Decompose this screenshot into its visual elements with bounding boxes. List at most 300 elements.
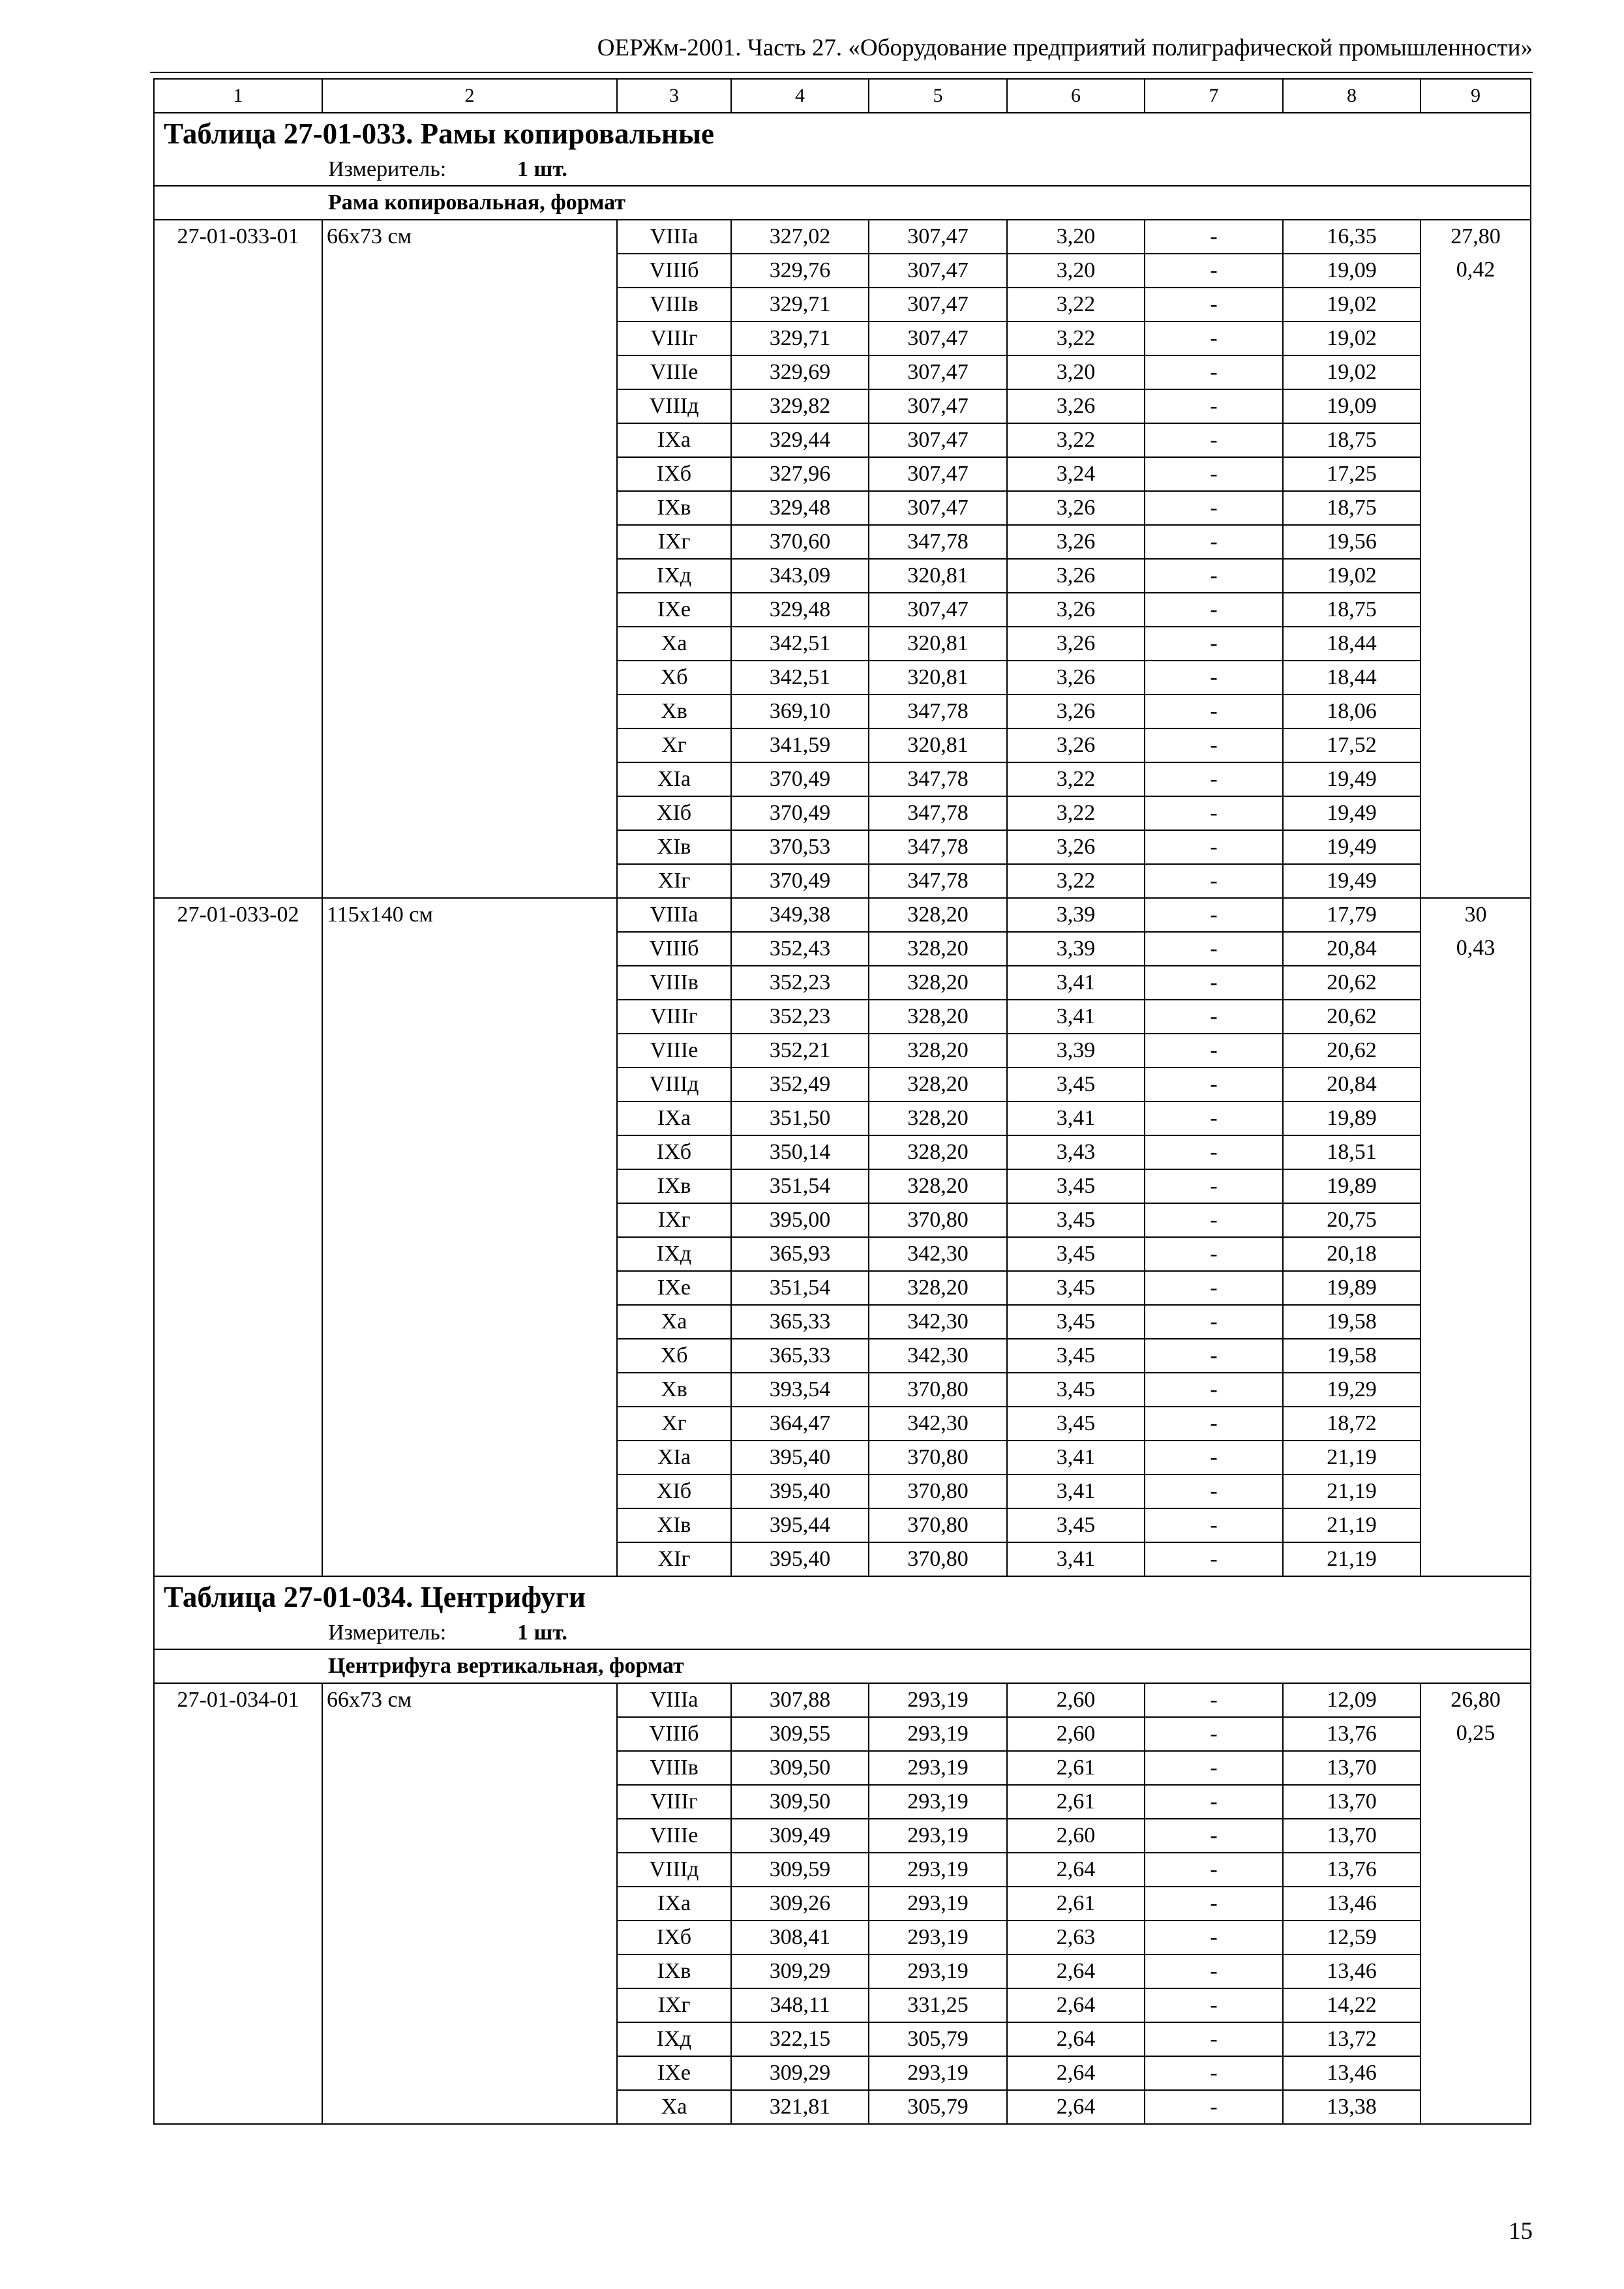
column-number: 6 [1007, 79, 1145, 113]
col9-cell [1421, 1954, 1531, 1988]
table-cell: 20,62 [1283, 1034, 1421, 1068]
header-rule [150, 72, 1533, 73]
table-cell: 17,25 [1283, 457, 1421, 491]
table-cell: 351,54 [731, 1271, 869, 1305]
table-cell: 307,47 [869, 322, 1007, 355]
table-cell: 16,35 [1283, 220, 1421, 254]
table-cell: 3,45 [1007, 1373, 1145, 1407]
table-cell: XIг [617, 1542, 731, 1576]
col9-cell [1421, 1785, 1531, 1819]
table-cell: 3,45 [1007, 1068, 1145, 1101]
table-cell: 320,81 [869, 661, 1007, 695]
table-cell: 307,47 [869, 254, 1007, 288]
table-cell: 370,49 [731, 864, 869, 898]
table-cell: 21,19 [1283, 1542, 1421, 1576]
table-cell: 3,45 [1007, 1169, 1145, 1203]
col9-cell [1421, 1068, 1531, 1101]
table-cell: XIг [617, 864, 731, 898]
table-cell: 395,40 [731, 1474, 869, 1508]
col9-cell [1421, 2022, 1531, 2056]
table-cell: 19,49 [1283, 830, 1421, 864]
table-cell: 3,26 [1007, 559, 1145, 593]
table-cell: 3,41 [1007, 1542, 1145, 1576]
table-cell: Xв [617, 1373, 731, 1407]
table-cell: 307,47 [869, 491, 1007, 525]
table-cell: 293,19 [869, 1819, 1007, 1853]
table-cell: 342,30 [869, 1339, 1007, 1373]
table-cell: 2,61 [1007, 1887, 1145, 1921]
table-cell: - [1145, 1508, 1283, 1542]
table-cell: XIв [617, 830, 731, 864]
table-row [154, 898, 1531, 932]
table-cell: 18,75 [1283, 491, 1421, 525]
table-cell: - [1145, 728, 1283, 762]
table-title-row [154, 1576, 1531, 1649]
table-cell: IXд [617, 1237, 731, 1271]
table-cell: VIIIг [617, 1000, 731, 1034]
table-cell: 307,47 [869, 457, 1007, 491]
col9-cell [1421, 966, 1531, 1000]
col9-cell: 30 [1421, 898, 1531, 932]
table-cell: 2,60 [1007, 1683, 1145, 1717]
table-cell: 307,88 [731, 1683, 869, 1717]
table-cell: VIIIд [617, 389, 731, 423]
table-cell: 347,78 [869, 525, 1007, 559]
table-cell: 3,41 [1007, 1441, 1145, 1474]
table-cell: - [1145, 627, 1283, 661]
table-cell: 3,26 [1007, 695, 1145, 728]
table-cell: Xб [617, 661, 731, 695]
table-cell: 293,19 [869, 1717, 1007, 1751]
col9-cell [1421, 1034, 1531, 1068]
table-cell: 352,49 [731, 1068, 869, 1101]
table-cell: 19,29 [1283, 1373, 1421, 1407]
table-cell: 327,96 [731, 457, 869, 491]
table-cell: 12,59 [1283, 1921, 1421, 1954]
table-cell: 18,44 [1283, 627, 1421, 661]
col9-cell [1421, 1407, 1531, 1441]
col9-cell [1421, 355, 1531, 389]
table-cell: 329,48 [731, 593, 869, 627]
table-cell: 13,38 [1283, 2090, 1421, 2124]
table-cell: 307,47 [869, 220, 1007, 254]
table-cell: - [1145, 762, 1283, 796]
table-cell: 347,78 [869, 830, 1007, 864]
table-title: Таблица 27-01-033. Рамы копировальные [164, 117, 714, 150]
table-cell: 13,70 [1283, 1751, 1421, 1785]
table-cell: 370,80 [869, 1508, 1007, 1542]
col9-cell: 27,80 [1421, 220, 1531, 254]
table-cell: 3,45 [1007, 1305, 1145, 1339]
table-cell: IXе [617, 2056, 731, 2090]
table-cell: XIа [617, 762, 731, 796]
table-cell: - [1145, 898, 1283, 932]
table-cell: - [1145, 661, 1283, 695]
table-cell: 20,18 [1283, 1237, 1421, 1271]
table-cell: 19,58 [1283, 1305, 1421, 1339]
table-cell: 21,19 [1283, 1474, 1421, 1508]
table-cell: 3,41 [1007, 1000, 1145, 1034]
table-cell: 19,02 [1283, 355, 1421, 389]
table-cell: 307,47 [869, 593, 1007, 627]
col9-cell [1421, 525, 1531, 559]
table-cell: 309,29 [731, 1954, 869, 1988]
col9-cell [1421, 661, 1531, 695]
table-cell: 20,62 [1283, 1000, 1421, 1034]
table-cell: 18,72 [1283, 1407, 1421, 1441]
table-cell: IXе [617, 593, 731, 627]
column-number: 4 [731, 79, 869, 113]
col9-cell [1421, 491, 1531, 525]
table-cell: Xг [617, 728, 731, 762]
table-cell: VIIIв [617, 966, 731, 1000]
col9-cell [1421, 1237, 1531, 1271]
table-cell: 342,30 [869, 1305, 1007, 1339]
table-cell: VIIIд [617, 1853, 731, 1887]
table-cell: - [1145, 322, 1283, 355]
table-cell: 370,80 [869, 1542, 1007, 1576]
table-cell: 3,22 [1007, 796, 1145, 830]
table-cell: 370,80 [869, 1474, 1007, 1508]
table-cell: 18,75 [1283, 593, 1421, 627]
table-cell: - [1145, 1717, 1283, 1751]
column-number: 7 [1145, 79, 1283, 113]
col9-cell [1421, 2056, 1531, 2090]
table-cell: 3,39 [1007, 898, 1145, 932]
table-cell: 17,79 [1283, 898, 1421, 932]
table-cell: 328,20 [869, 1135, 1007, 1169]
table-cell: 3,20 [1007, 355, 1145, 389]
col9-cell [1421, 1474, 1531, 1508]
col9-cell [1421, 1441, 1531, 1474]
table-cell: IXа [617, 1101, 731, 1135]
table-cell: 3,39 [1007, 1034, 1145, 1068]
table-cell: 2,61 [1007, 1751, 1145, 1785]
table-cell: 3,26 [1007, 593, 1145, 627]
measure-label: Измеритель: [328, 1621, 447, 1645]
column-number: 2 [322, 79, 617, 113]
table-cell: 3,45 [1007, 1508, 1145, 1542]
table-cell: IXв [617, 1954, 731, 1988]
table-cell: - [1145, 491, 1283, 525]
table-cell: IXб [617, 457, 731, 491]
table-cell: - [1145, 355, 1283, 389]
table-cell: 328,20 [869, 1034, 1007, 1068]
table-cell: 329,69 [731, 355, 869, 389]
table-cell: 20,75 [1283, 1203, 1421, 1237]
table-cell: - [1145, 1683, 1283, 1717]
table-cell: VIIIе [617, 1034, 731, 1068]
table-cell: 13,70 [1283, 1819, 1421, 1853]
table-cell: 309,55 [731, 1717, 869, 1751]
table-row [154, 1683, 1531, 1717]
table-cell: 14,22 [1283, 1988, 1421, 2022]
table-cell: 309,29 [731, 2056, 869, 2090]
table-cell: 3,22 [1007, 288, 1145, 322]
table-cell: 12,09 [1283, 1683, 1421, 1717]
table-cell: VIIIа [617, 220, 731, 254]
table-cell: 20,84 [1283, 932, 1421, 966]
table-cell: - [1145, 593, 1283, 627]
column-number: 3 [617, 79, 731, 113]
col9-cell [1421, 593, 1531, 627]
item-code: 27-01-034-01 [154, 1683, 322, 2124]
column-number-row [154, 79, 1531, 113]
table-cell: 395,40 [731, 1542, 869, 1576]
col9-cell: 0,43 [1421, 932, 1531, 966]
table-cell: 343,09 [731, 559, 869, 593]
table-cell: IXг [617, 1203, 731, 1237]
table-cell: 3,26 [1007, 728, 1145, 762]
col9-cell [1421, 1887, 1531, 1921]
table-cell: 370,49 [731, 762, 869, 796]
table-cell: 328,20 [869, 1271, 1007, 1305]
col9-cell [1421, 1819, 1531, 1853]
table-cell: 393,54 [731, 1373, 869, 1407]
table-cell: VIIIб [617, 1717, 731, 1751]
table-cell: - [1145, 1101, 1283, 1135]
table-cell: 2,63 [1007, 1921, 1145, 1954]
table-cell: - [1145, 1474, 1283, 1508]
table-cell: 293,19 [869, 1954, 1007, 1988]
table-cell: - [1145, 1068, 1283, 1101]
table-cell: 329,44 [731, 423, 869, 457]
table-cell: 293,19 [869, 1751, 1007, 1785]
table-cell: 19,49 [1283, 762, 1421, 796]
table-cell: - [1145, 695, 1283, 728]
table-cell: VIIIб [617, 932, 731, 966]
table-cell: 329,71 [731, 322, 869, 355]
table-cell: 13,46 [1283, 1954, 1421, 1988]
section-title: Рама копировальная, формат [328, 190, 625, 215]
table-cell: 347,78 [869, 864, 1007, 898]
table-cell: VIIIв [617, 288, 731, 322]
table-cell: IXб [617, 1135, 731, 1169]
table-cell: 19,49 [1283, 864, 1421, 898]
table-cell: 3,26 [1007, 491, 1145, 525]
item-code: 27-01-033-01 [154, 220, 322, 898]
table-cell: 395,40 [731, 1441, 869, 1474]
col9-cell [1421, 1339, 1531, 1373]
section-row [154, 1649, 1531, 1683]
table-cell: 370,80 [869, 1203, 1007, 1237]
table-cell: 19,49 [1283, 796, 1421, 830]
table-cell: IXг [617, 1988, 731, 2022]
table-cell: 352,43 [731, 932, 869, 966]
col9-cell [1421, 1508, 1531, 1542]
table-cell: 293,19 [869, 1785, 1007, 1819]
section-title: Центрифуга вертикальная, формат [328, 1654, 684, 1678]
table-cell: 293,19 [869, 1921, 1007, 1954]
table-cell: 18,51 [1283, 1135, 1421, 1169]
table-cell: - [1145, 1954, 1283, 1988]
table-cell: 365,33 [731, 1305, 869, 1339]
table-cell: 293,19 [869, 2056, 1007, 2090]
table-cell: - [1145, 1819, 1283, 1853]
col9-cell [1421, 1000, 1531, 1034]
table-cell: 3,26 [1007, 525, 1145, 559]
table-cell: VIIIд [617, 1068, 731, 1101]
table-cell: XIб [617, 1474, 731, 1508]
table-title-cell [154, 113, 1531, 186]
table-cell: XIа [617, 1441, 731, 1474]
table-cell: 19,09 [1283, 254, 1421, 288]
table-cell: 307,47 [869, 389, 1007, 423]
table-cell: - [1145, 1853, 1283, 1887]
table-cell: 370,49 [731, 796, 869, 830]
table-cell: - [1145, 1135, 1283, 1169]
table-cell: XIв [617, 1508, 731, 1542]
table-cell: 309,49 [731, 1819, 869, 1853]
table-cell: - [1145, 2056, 1283, 2090]
table-cell: 3,41 [1007, 1474, 1145, 1508]
table-cell: 370,80 [869, 1441, 1007, 1474]
table-cell: 2,64 [1007, 2090, 1145, 2124]
col9-cell [1421, 1135, 1531, 1169]
table-cell: - [1145, 1887, 1283, 1921]
table-cell: - [1145, 966, 1283, 1000]
section-cell [154, 1649, 1531, 1683]
table-cell: 364,47 [731, 1407, 869, 1441]
running-header: ОЕРЖм-2001. Часть 27. «Оборудование предприятий полиграфической промышленности» [597, 35, 1533, 61]
col9-cell [1421, 1373, 1531, 1407]
col9-cell [1421, 559, 1531, 593]
table-cell: 370,60 [731, 525, 869, 559]
table-cell: - [1145, 1339, 1283, 1373]
table-cell: - [1145, 1407, 1283, 1441]
col9-cell [1421, 762, 1531, 796]
table-cell: 329,48 [731, 491, 869, 525]
table-cell: - [1145, 864, 1283, 898]
table-cell: - [1145, 1271, 1283, 1305]
table-cell: VIIIе [617, 1819, 731, 1853]
table-cell: 351,50 [731, 1101, 869, 1135]
table-cell: IXб [617, 1921, 731, 1954]
col9-cell [1421, 728, 1531, 762]
measure-value: 1 шт. [517, 1621, 567, 1645]
table-cell: 3,45 [1007, 1237, 1145, 1271]
table-cell: 19,89 [1283, 1271, 1421, 1305]
col9-cell [1421, 1751, 1531, 1785]
table-cell: 3,22 [1007, 322, 1145, 355]
table-cell: 3,41 [1007, 1101, 1145, 1135]
measure-value: 1 шт. [517, 157, 567, 181]
item-code: 27-01-033-02 [154, 898, 322, 1576]
table-cell: 328,20 [869, 1101, 1007, 1135]
table-cell: 341,59 [731, 728, 869, 762]
table-cell: 309,26 [731, 1887, 869, 1921]
table-cell: 309,50 [731, 1751, 869, 1785]
table-cell: - [1145, 288, 1283, 322]
table-cell: 18,75 [1283, 423, 1421, 457]
table-cell: Xа [617, 627, 731, 661]
table-cell: 13,46 [1283, 2056, 1421, 2090]
col9-cell [1421, 830, 1531, 864]
table-cell: - [1145, 2090, 1283, 2124]
table-cell: Xа [617, 2090, 731, 2124]
table-cell: VIIIв [617, 1751, 731, 1785]
table-cell: - [1145, 389, 1283, 423]
table-cell: 20,62 [1283, 966, 1421, 1000]
table-title: Таблица 27-01-034. Центрифуги [164, 1581, 586, 1613]
table-title-cell [154, 1576, 1531, 1649]
table-cell: IXв [617, 491, 731, 525]
table-cell: 351,54 [731, 1169, 869, 1203]
table-cell: 13,72 [1283, 2022, 1421, 2056]
table-cell: 395,44 [731, 1508, 869, 1542]
col9-cell [1421, 1271, 1531, 1305]
table-cell: Xг [617, 1407, 731, 1441]
table-cell: 13,70 [1283, 1785, 1421, 1819]
col9-cell [1421, 423, 1531, 457]
table-cell: - [1145, 525, 1283, 559]
table-cell: - [1145, 1237, 1283, 1271]
measure-label: Измеритель: [328, 157, 447, 181]
table-cell: 320,81 [869, 728, 1007, 762]
table-cell: 307,47 [869, 355, 1007, 389]
table-cell: - [1145, 1373, 1283, 1407]
table-cell: IXв [617, 1169, 731, 1203]
col9-cell: 0,42 [1421, 254, 1531, 288]
table-cell: 19,56 [1283, 525, 1421, 559]
table-cell: 365,33 [731, 1339, 869, 1373]
table-cell: 342,30 [869, 1237, 1007, 1271]
table-cell: 3,45 [1007, 1271, 1145, 1305]
table-cell: IXд [617, 2022, 731, 2056]
table-cell: 352,23 [731, 1000, 869, 1034]
col9-cell [1421, 457, 1531, 491]
table-cell: 305,79 [869, 2090, 1007, 2124]
col9-cell [1421, 1203, 1531, 1237]
table-cell: 328,20 [869, 1000, 1007, 1034]
table-cell: 327,02 [731, 220, 869, 254]
table-cell: 20,84 [1283, 1068, 1421, 1101]
table-cell: 3,20 [1007, 220, 1145, 254]
column-number: 1 [154, 79, 322, 113]
table-cell: IXа [617, 1887, 731, 1921]
table-cell: 370,53 [731, 830, 869, 864]
col9-cell [1421, 695, 1531, 728]
table-cell: 19,89 [1283, 1169, 1421, 1203]
table-cell: - [1145, 796, 1283, 830]
table-cell: IXг [617, 525, 731, 559]
table-cell: Xа [617, 1305, 731, 1339]
col9-cell [1421, 1921, 1531, 1954]
table-cell: 370,80 [869, 1373, 1007, 1407]
item-name: 66х73 см [322, 220, 617, 898]
table-cell: 2,64 [1007, 1954, 1145, 1988]
table-cell: 3,45 [1007, 1407, 1145, 1441]
table-cell: 3,22 [1007, 864, 1145, 898]
table-cell: 21,19 [1283, 1441, 1421, 1474]
table-cell: 329,82 [731, 389, 869, 423]
table-cell: VIIIа [617, 1683, 731, 1717]
col9-cell [1421, 864, 1531, 898]
table-cell: - [1145, 1305, 1283, 1339]
table-cell: 3,20 [1007, 254, 1145, 288]
table-cell: 308,41 [731, 1921, 869, 1954]
table-cell: 3,22 [1007, 423, 1145, 457]
table-cell: 2,64 [1007, 2056, 1145, 2090]
table-cell: - [1145, 1203, 1283, 1237]
table-cell: 349,38 [731, 898, 869, 932]
table-cell: 19,09 [1283, 389, 1421, 423]
table-cell: 369,10 [731, 695, 869, 728]
table-row [154, 220, 1531, 254]
table-cell: IXд [617, 559, 731, 593]
col9-cell [1421, 389, 1531, 423]
table-cell: 347,78 [869, 695, 1007, 728]
